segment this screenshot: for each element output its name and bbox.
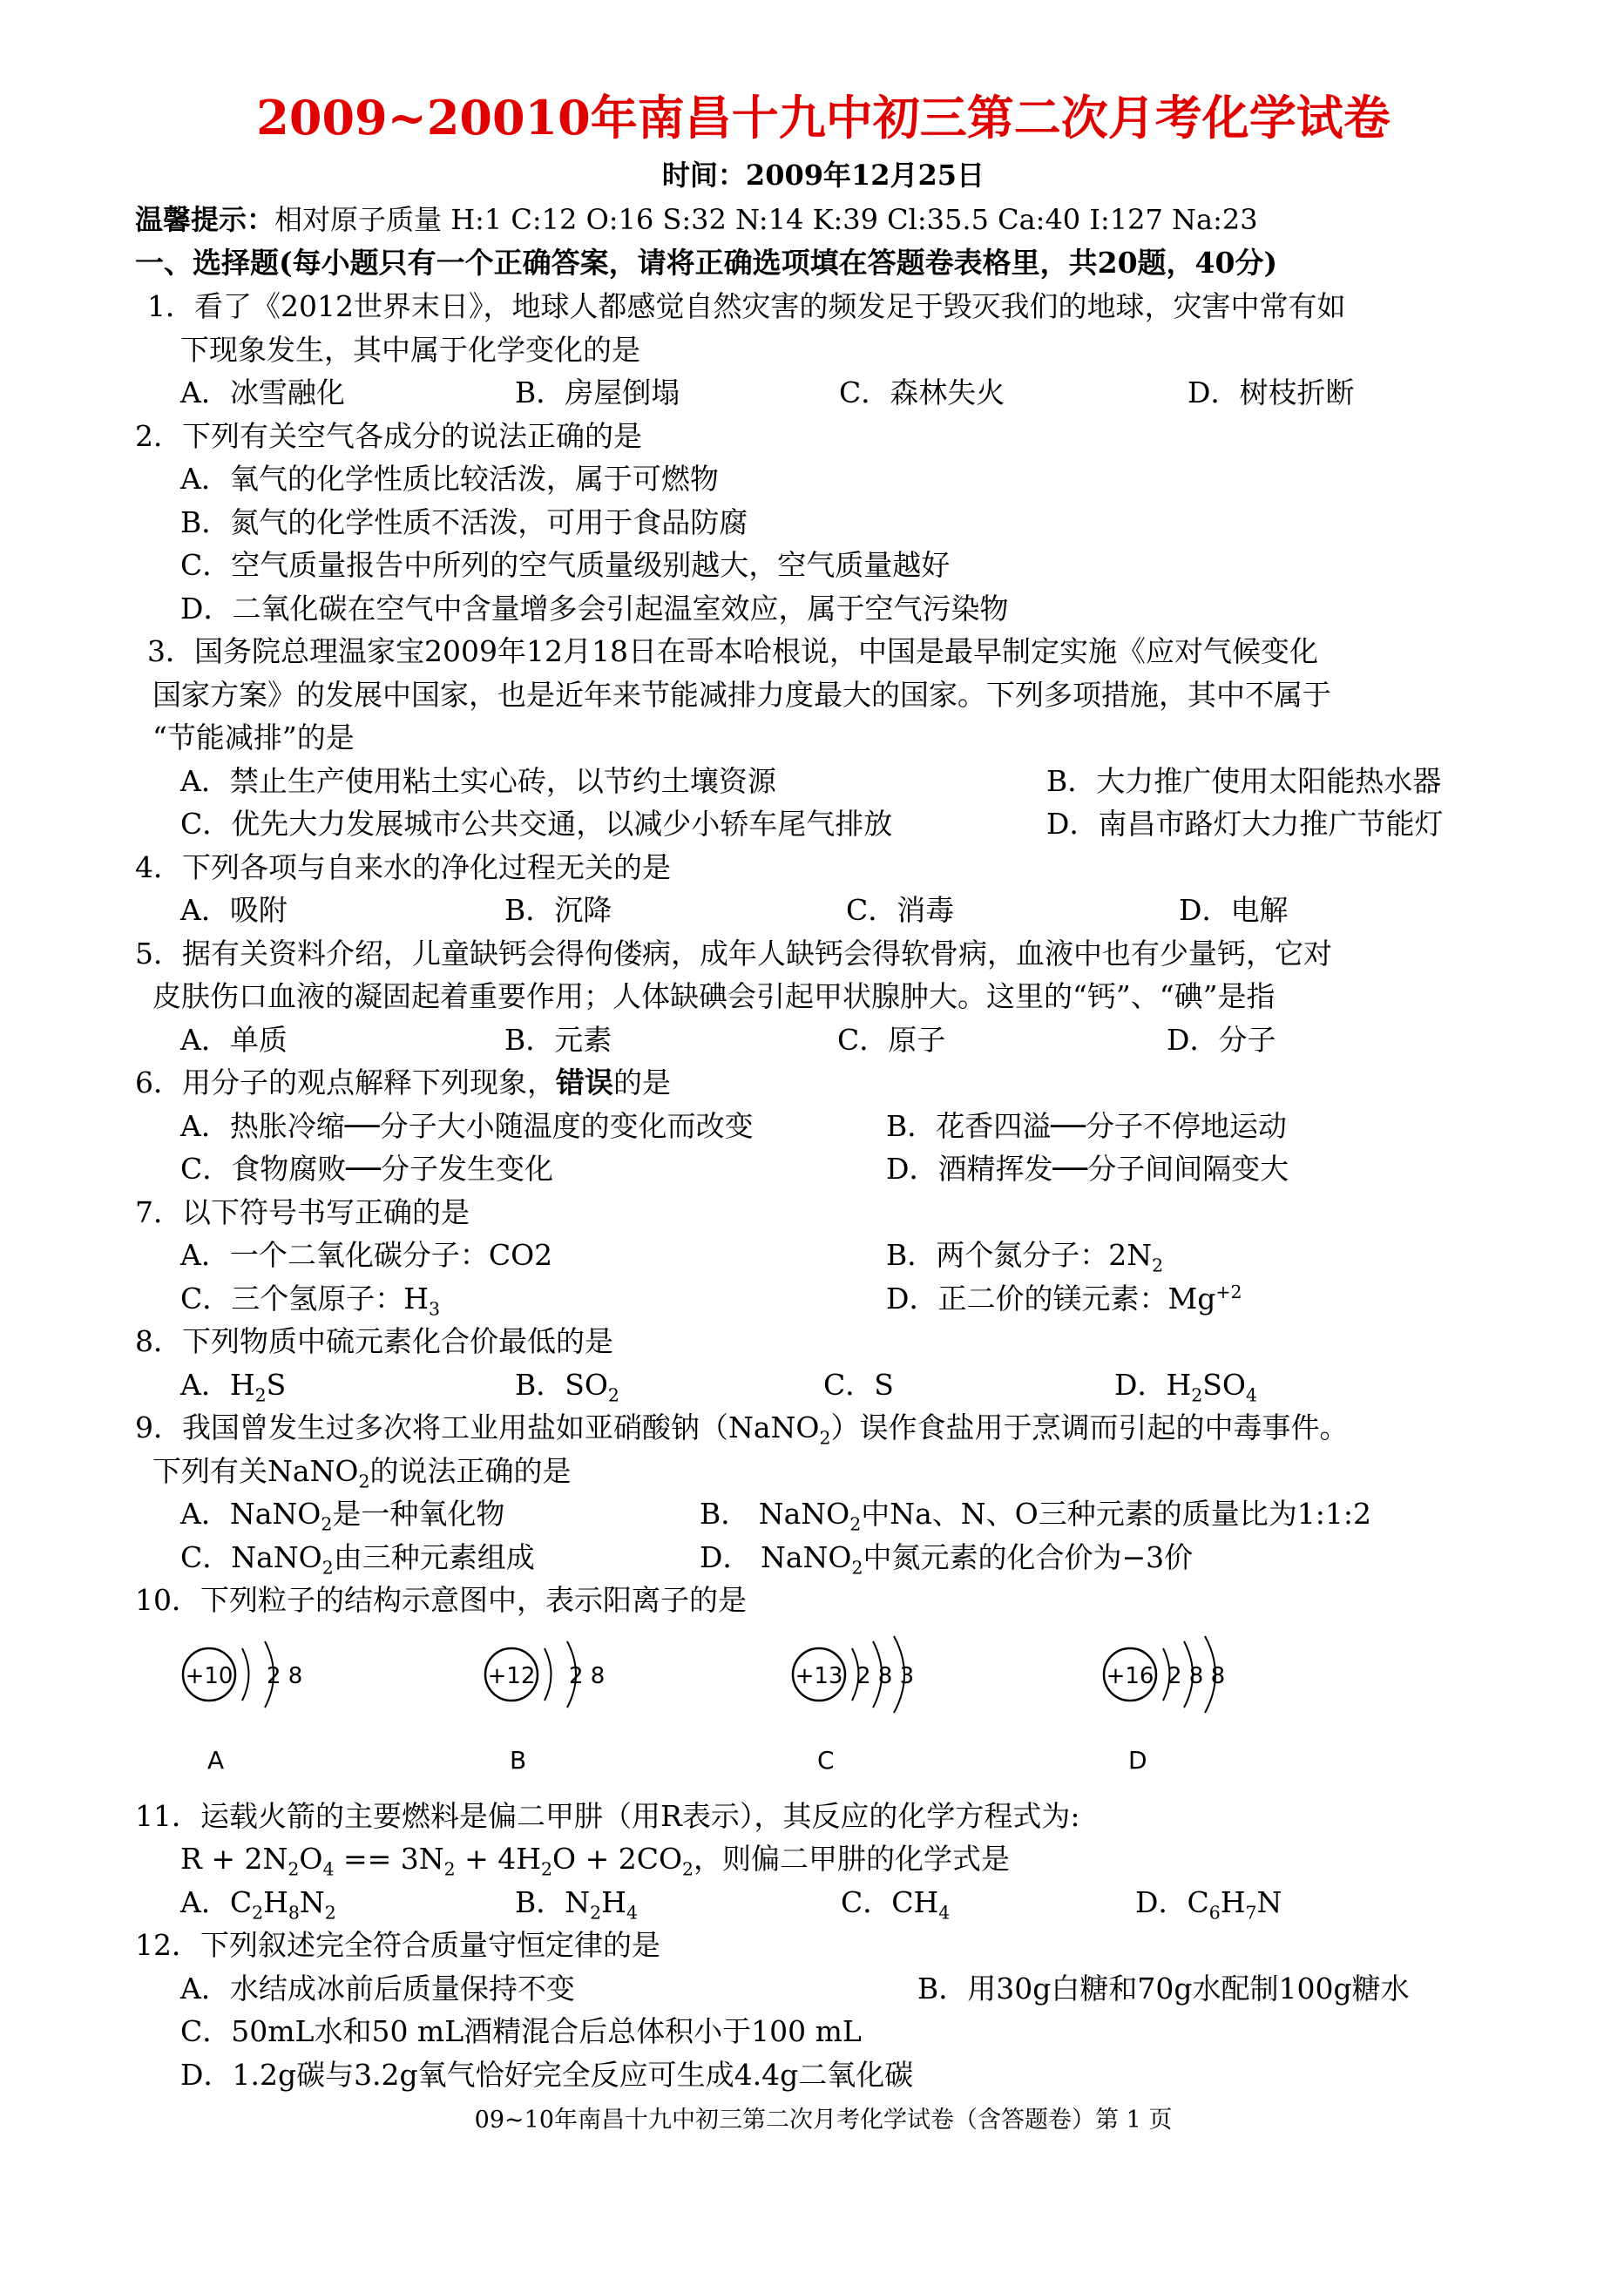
text: C．NaNO [180,1539,322,1574]
exam-sheet [135,83,1512,2140]
option-d: D．树枝折断 [1188,375,1355,409]
option-b: B．房屋倒塌 [515,375,680,409]
question-9-stem-cont [135,1450,1512,1493]
question-1-options [135,371,1512,415]
option-b: B．用30g白糖和70g水配制100g糖水 [917,1971,1410,2006]
text: O [299,1842,323,1876]
option-d [1135,1881,1282,1924]
subscript: 2 [851,1557,863,1579]
subscript: 7 [1245,1902,1257,1924]
question-3-stem-cont2: “节能减排”的是 [152,720,355,754]
option-a: A．吸附 [180,893,288,927]
question-9-stem [135,1406,1512,1450]
option-c: C．原子 [837,1022,946,1057]
stem-text-end: 的是 [613,1065,671,1099]
question-10-stem: 10．下列粒子的结构示意图中，表示阳离子的是 [135,1583,747,1617]
shell-arc [242,1648,249,1701]
option-c [180,1277,886,1321]
text: B．N [515,1884,591,1919]
text: A．C [180,1884,253,1919]
nucleus-charge: +13 [795,1662,843,1689]
option-b [886,1234,1163,1277]
option-b [515,1881,841,1924]
option-c [841,1881,1135,1924]
option-letter: B [510,1745,527,1775]
question-6-options-row2 [135,1147,1512,1191]
question-2-stem: 2．下列有关空气各成分的说法正确的是 [135,418,642,453]
question-3-options-row1 [135,760,1512,803]
nucleus-charge: +16 [1106,1662,1154,1689]
atom-diagram-d [1102,1622,1259,1788]
subscript: 2 [288,1858,300,1880]
question-11-stem: 11．运载火箭的主要燃料是偏二甲肼（用R表示），其反应的化学方程式为: [135,1798,1080,1833]
option-b: B．元素 [504,1022,612,1057]
stem-text: 6．用分子的观点解释下列现象， [135,1065,556,1099]
option-b [700,1492,1371,1536]
subscript: 2 [541,1858,553,1880]
option-letter: C [817,1745,835,1775]
option-letter: A [207,1745,225,1775]
question-7-options-row1 [135,1234,1512,1277]
question-3-stem-cont: 国家方案》的发展中国家，也是近年来节能减排力度最大的国家。下列多项措施，其中不属于 [152,677,1331,712]
subscript: 2 [254,1384,267,1406]
subscript: 2 [443,1858,456,1880]
subscript: 2 [849,1513,862,1535]
shell-electrons: 2 8 3 [856,1662,915,1689]
text: A．H [180,1367,255,1402]
text: 下列有关NaNO [152,1453,359,1488]
question-5-options [135,1018,1512,1062]
question-4-stem: 4．下列各项与自来水的净化过程无关的是 [135,849,671,884]
option-c: C．食物腐败──分子发生变化 [180,1152,553,1186]
question-3-stem: 3．国务院总理温家宝2009年12月18日在哥本哈根说，中国是最早制定实施《应对气候变化 [147,634,1318,668]
question-7-stem: 7．以下符号书写正确的是 [135,1194,470,1229]
atomic-mass-hint [135,198,1512,241]
text: 9．我国曾发生过多次将工业用盐如亚硝酸钠（NaNO [135,1410,820,1444]
subscript: 2 [682,1858,694,1880]
subscript: 8 [288,1902,300,1924]
text: ，则偏二甲肼的化学式是 [694,1842,1011,1876]
option-c [180,1536,700,1579]
option-d [700,1536,1193,1579]
question-7-options-row2 [135,1277,1512,1321]
option-b: B．沉降 [504,893,612,927]
text: O + 2CO [552,1842,683,1876]
question-8-stem: 8．下列物质中硫元素化合价最低的是 [135,1324,613,1358]
text: H [601,1884,626,1919]
hint-label: 温馨提示： [135,203,275,236]
text: H [263,1884,288,1919]
option-c: C．优先大力发展城市公共交通，以减少小轿车尾气排放 [180,807,893,841]
option-d: D．分子 [1167,1022,1276,1057]
option-d [1114,1363,1257,1407]
question-12-stem: 12．下列叙述完全符合质量守恒定律的是 [135,1928,660,1962]
option-a [180,1492,700,1536]
subscript: 2 [1191,1384,1203,1406]
question-2-option-a: A．氧气的化学性质比较活泼，属于可燃物 [180,462,719,496]
subscript: 2 [1152,1255,1164,1276]
text: N [1256,1884,1282,1919]
shell-electrons: 2 8 [569,1662,606,1689]
option-d: D．酒精挥发──分子间间隔变大 [886,1152,1289,1186]
text: R + 2N [180,1842,288,1876]
hint-text: 相对原子质量 H:1 C:12 O:16 S:32 N:14 K:39 Cl:35.5 Ca:40 I:127 Na:23 [274,203,1258,236]
stem-emphasis: 错误 [556,1065,613,1099]
question-6-options-row1 [135,1105,1512,1148]
question-5-stem-cont: 皮肤伤口血液的凝固起着重要作用；人体缺碘会引起甲状腺肿大。这里的“钙”、“碘”是指 [152,979,1276,1013]
subscript: 2 [321,1513,333,1535]
question-9-options-row2 [135,1536,1512,1579]
page-footer: 09~10年南昌十九中初三第二次月考化学试卷（含答题卷）第 1 页 [474,2107,1173,2134]
text: == 3N [334,1842,444,1876]
subscript: 6 [1208,1902,1221,1924]
subscript: 2 [321,1557,334,1579]
question-2-option-b: B．氮气的化学性质不活泼，可用于食品防腐 [180,504,748,539]
option-d [886,1277,1242,1321]
text: D． NaNO [700,1539,852,1574]
question-6-stem [135,1061,1512,1105]
text: S [266,1367,287,1402]
text: + 4H [455,1842,542,1876]
option-c: C．S [823,1367,894,1402]
option-b [515,1363,823,1407]
text: B． NaNO [700,1497,850,1531]
text: SO [1202,1367,1246,1402]
exam-title: 2009~20010年南昌十九中初三第二次月考化学试卷 [256,90,1391,145]
question-9-options-row1 [135,1492,1512,1536]
question-5-stem: 5．据有关资料介绍，儿童缺钙会得佝偻病，成年人缺钙会得软骨病，血液中也有少量钙，它对 [135,936,1332,971]
question-1-stem-cont: 下现象发生，其中属于化学变化的是 [180,332,640,367]
shell-arc [545,1648,551,1701]
text: A．NaNO [180,1497,321,1531]
superscript: +2 [1215,1281,1242,1302]
question-4-options [135,889,1512,932]
text: ）误作食盐用于烹调而引起的中毒事件。 [830,1410,1349,1444]
atom-diagram-b [484,1622,632,1788]
text: 是一种氧化物 [332,1497,505,1531]
subscript: 4 [938,1902,951,1924]
option-c: C．森林失火 [839,375,1005,409]
question-12-option-d: D．1.2g碳与3.2g氧气恰好完全反应可生成4.4g二氧化碳 [180,2057,914,2092]
subscript: 2 [819,1427,831,1449]
question-1-stem: 1．看了《2012世界末日》，地球人都感觉自然灾害的频发足于毁灭我们的地球，灾害中常有如 [147,289,1346,323]
text: B．SO [515,1367,608,1402]
option-c: C．消毒 [846,893,955,927]
text: N [299,1884,325,1919]
section-title-choice: 一、选择题(每小题只有一个正确答案，请将正确选项填在答题卷表格里，共20题，40分) [135,246,1278,280]
option-a: A．一个二氧化碳分子：CO2 [180,1238,553,1272]
question-2-option-d: D．二氧化碳在空气中含量增多会引起温室效应，属于空气污染物 [180,591,1009,626]
subscript: 4 [1245,1384,1257,1406]
option-a [180,1363,515,1407]
subscript: 2 [358,1471,370,1492]
question-3-options-row2 [135,802,1512,846]
option-letter: D [1128,1745,1147,1775]
subscript: 2 [252,1902,264,1924]
option-a: A．热胀冷缩──分子大小随温度的变化而改变 [180,1108,754,1143]
option-d-text: D．正二价的镁元素：Mg [886,1281,1216,1316]
option-b: B．大力推广使用太阳能热水器 [1046,763,1442,798]
option-d: D．南昌市路灯大力推广节能灯 [1046,807,1444,841]
text: C．CH [841,1884,939,1919]
option-a [180,1881,515,1924]
option-b-text: B．两个氮分子：2N [886,1238,1153,1272]
option-a: A．单质 [180,1022,288,1057]
exam-date: 时间：2009年12月25日 [661,159,985,192]
subscript: 2 [590,1902,602,1924]
option-a: A．冰雪融化 [180,375,345,409]
option-b: B．花香四溢──分子不停地运动 [886,1108,1287,1143]
option-a: A．水结成冰前后质量保持不变 [180,1971,575,2006]
option-d: D．电解 [1179,893,1289,927]
question-11-options [135,1881,1512,1924]
question-11-equation [135,1837,1512,1881]
shell-electrons: 2 8 [267,1662,303,1689]
subscript: 4 [322,1858,335,1880]
option-c-text: C．三个氢原子：H [180,1281,430,1316]
text: 的说法正确的是 [369,1453,572,1488]
text: H [1220,1884,1246,1919]
atomic-structure-diagrams [135,1622,1512,1795]
text: 中氮元素的化合价为−3价 [863,1539,1194,1574]
text: 中Na、N、O三种元素的质量比为1:1:2 [861,1497,1371,1531]
question-12-options-row1 [135,1967,1512,2011]
atom-diagram-a [181,1622,329,1788]
subscript: 2 [324,1902,336,1924]
atom-diagram-c [791,1622,948,1788]
question-8-options [135,1363,1512,1407]
text: D．C [1135,1884,1209,1919]
subscript: 4 [626,1902,638,1924]
subscript: 3 [429,1298,441,1320]
question-2-option-c: C．空气质量报告中所列的空气质量级别越大，空气质量越好 [180,548,951,582]
text: 由三种元素组成 [333,1539,535,1574]
text: D．H [1114,1367,1192,1402]
subscript: 2 [607,1384,619,1406]
nucleus-charge: +12 [487,1662,536,1689]
question-12-option-c: C．50mL水和50 mL酒精混合后总体积小于100 mL [180,2014,862,2048]
option-a: A．禁止生产使用粘土实心砖，以节约土壤资源 [180,763,776,798]
shell-electrons: 2 8 8 [1167,1662,1226,1689]
nucleus-charge: +10 [185,1662,233,1689]
